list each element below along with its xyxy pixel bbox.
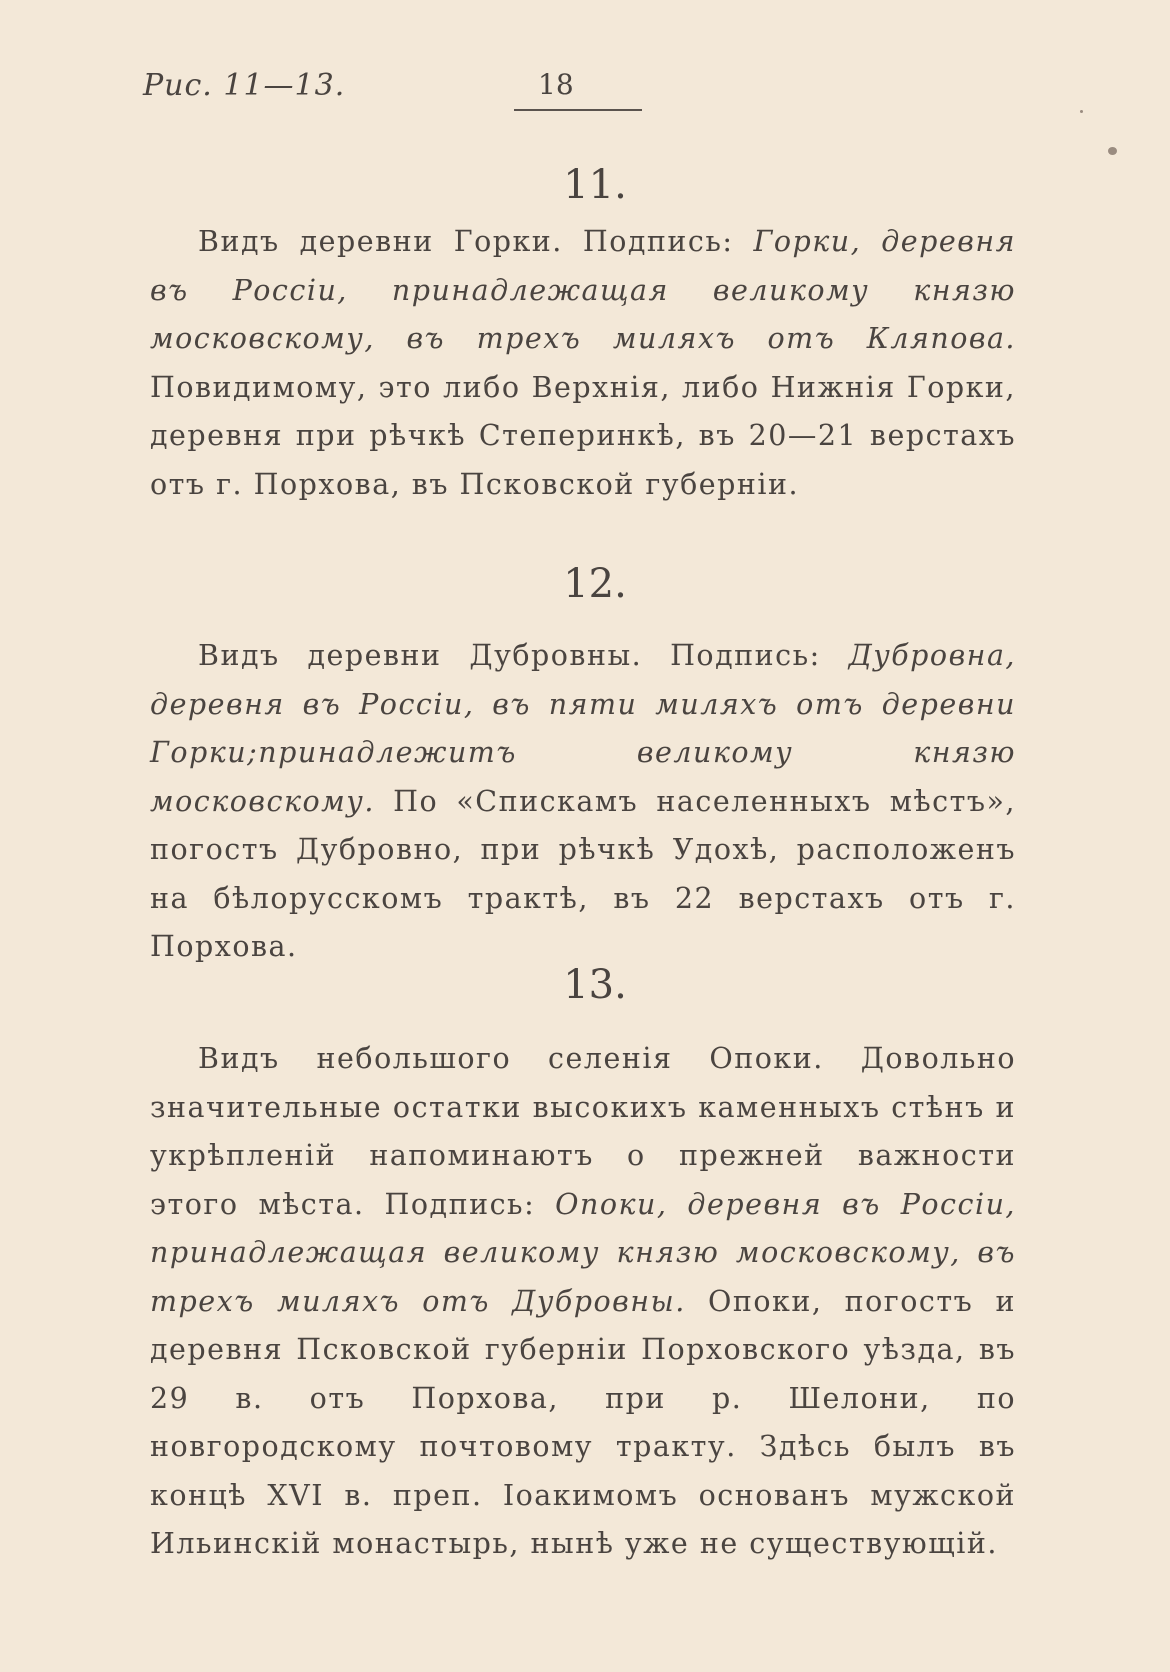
section-13-caption: Опоки, деревня въ Россіи, принадлежащая великому князю московскому, въ трехъ миляхъ отъ Дубровны. xyxy=(150,1187,1016,1318)
paper-speck xyxy=(1080,110,1083,113)
paper-speck xyxy=(1108,147,1117,155)
section-13-paragraph xyxy=(150,1035,1016,1569)
section-12-paragraph xyxy=(150,632,1016,972)
section-number-11: 11. xyxy=(563,162,627,208)
section-11-caption: Горки, деревня въ Россіи, принадлежащая великому князю московскому, въ трехъ миляхъ отъ Кляпова. xyxy=(150,225,1016,355)
section-11-text-after: Повидимому, это либо Верхнія, либо Нижнія Горки, деревня при рѣчкѣ Степеринкѣ, въ 20—21 верстахъ отъ г. Порхова, въ Псковской губерніи. xyxy=(150,370,1016,501)
section-12-text-before: Видъ деревни Дубровны. Подпись: xyxy=(198,639,849,672)
page-number-rule xyxy=(514,109,642,111)
section-11-paragraph xyxy=(150,218,1016,509)
section-12-text-after: По «Спискамъ населенныхъ мѣстъ», погостъ Дубровно, при рѣчкѣ Удохѣ, расположенъ на бѣлорусскомъ трактѣ, въ 22 верстахъ отъ г. Порхова. xyxy=(150,784,1016,963)
section-13-text-before: Видъ небольшого селенія Опоки. Довольно значительные остатки высокихъ каменныхъ стѣнъ и укрѣпленій напоминаютъ о прежней важности этого мѣста. Подпись: xyxy=(150,1042,1016,1221)
section-12-caption: Дубровна, деревня въ Россіи, въ пяти миляхъ отъ деревни Горки;принадлежитъ великому князю московскому. xyxy=(150,639,1016,818)
section-13-text-after: Опоки, погостъ и деревня Псковской губерніи Порховского уѣзда, въ 29 в. отъ Порхова, при р. Шелони, по новгородскому почтовому тракту. Здѣсь былъ въ концѣ XVI в. преп. Іоакимомъ основанъ мужской Ильинскій монастырь, нынѣ уже не существующій. xyxy=(150,1284,1016,1560)
section-number-12: 12. xyxy=(563,561,627,607)
running-head: Рис. 11—13. xyxy=(143,68,346,103)
page-number: 18 xyxy=(538,68,574,101)
section-number-13: 13. xyxy=(563,962,627,1008)
section-11-text-before: Видъ деревни Горки. Подпись: xyxy=(198,225,754,258)
